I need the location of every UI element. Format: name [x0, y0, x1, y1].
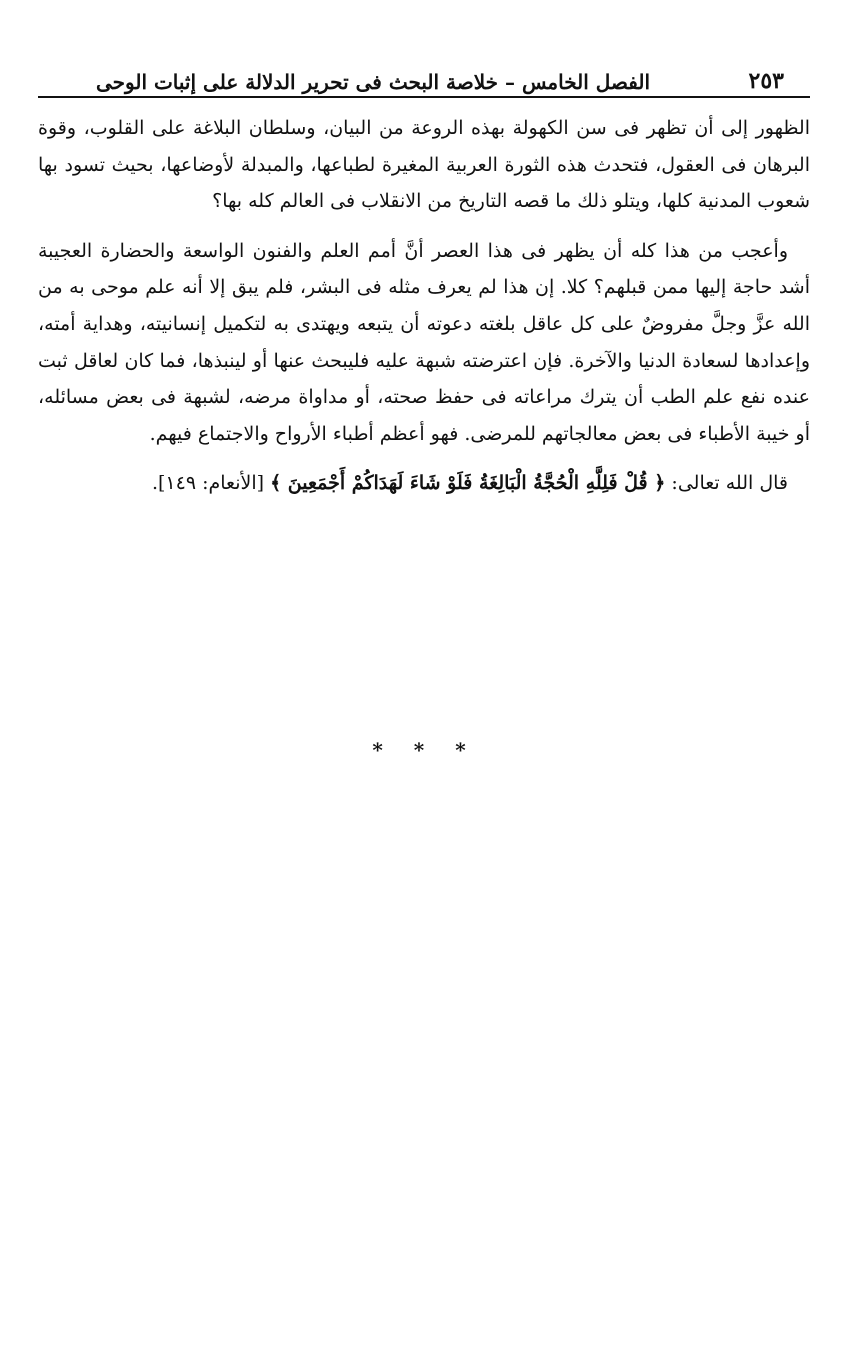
body-text [38, 110, 810, 502]
verse-citation: [الأنعام: ١٤٩]. [151, 472, 271, 495]
book-page [38, 62, 810, 502]
paragraph-main: وأعجب من هذا كله أن يظهر فى هذا العصر أنَّ أمم العلم والفنون الواسعة والحضارة العجيبة أشد حاجة إليها ممن قبلهم؟ كلا. إن هذا لم يعرف مثله فى البشر، فلم يبق إلا أنه علم موحى به من الله عزَّ وجلَّ مفروضٌ على كل عاقل بلغته دعوته أن يتبعه ويهتدى به لتكميل إنسانيته، وهداية أمته، وإعدادها لسعادة الدنيا والآخرة. فإن اعترضته شبهة عليه فليبحث عنها أو لينبذها، فما كان لعاقل ثبت عنده نفع علم الطب أن يترك مراعاته فى حفظ صحته، أو مداواة مرضه، لشبهة فى بعض مسائله، أو خيبة الأطباء فى بعض معالجاتهم للمرضى. فهو أعظم أطباء الأرواح والاجتماع فيهم. [38, 239, 811, 445]
section-separator: * * * [372, 738, 478, 762]
quran-verse: ﴿ قُلْ فَلِلَّهِ الْحُجَّةُ الْبَالِغَةُ فَلَوْ شَاءَ لَهَدَاكُمْ أَجْمَعِينَ ﴾ [270, 472, 666, 495]
paragraph-continuation: الظهور إلى أن تظهر فى سن الكهولة بهذه الروعة من البيان، وسلطان البلاغة على القلوب، وقوة البرهان فى العقول، فتحدث هذه الثورة العربية المغيرة لطباعها، والمبدلة لأوضاعها، بحيث تسود بها شعوب المدنية كلها، ويتلو ذلك ما قصه التاريخ من الانقلاب فى العالم كله بها؟ [38, 117, 810, 213]
quote-intro: قال الله تعالى: [665, 472, 788, 495]
page-number: ٢٥٣ [748, 68, 784, 94]
quran-quote [38, 465, 810, 502]
running-header [38, 62, 810, 98]
chapter-title: الفصل الخامس – خلاصة البحث فى تحرير الدلالة على إثبات الوحى [96, 70, 651, 94]
